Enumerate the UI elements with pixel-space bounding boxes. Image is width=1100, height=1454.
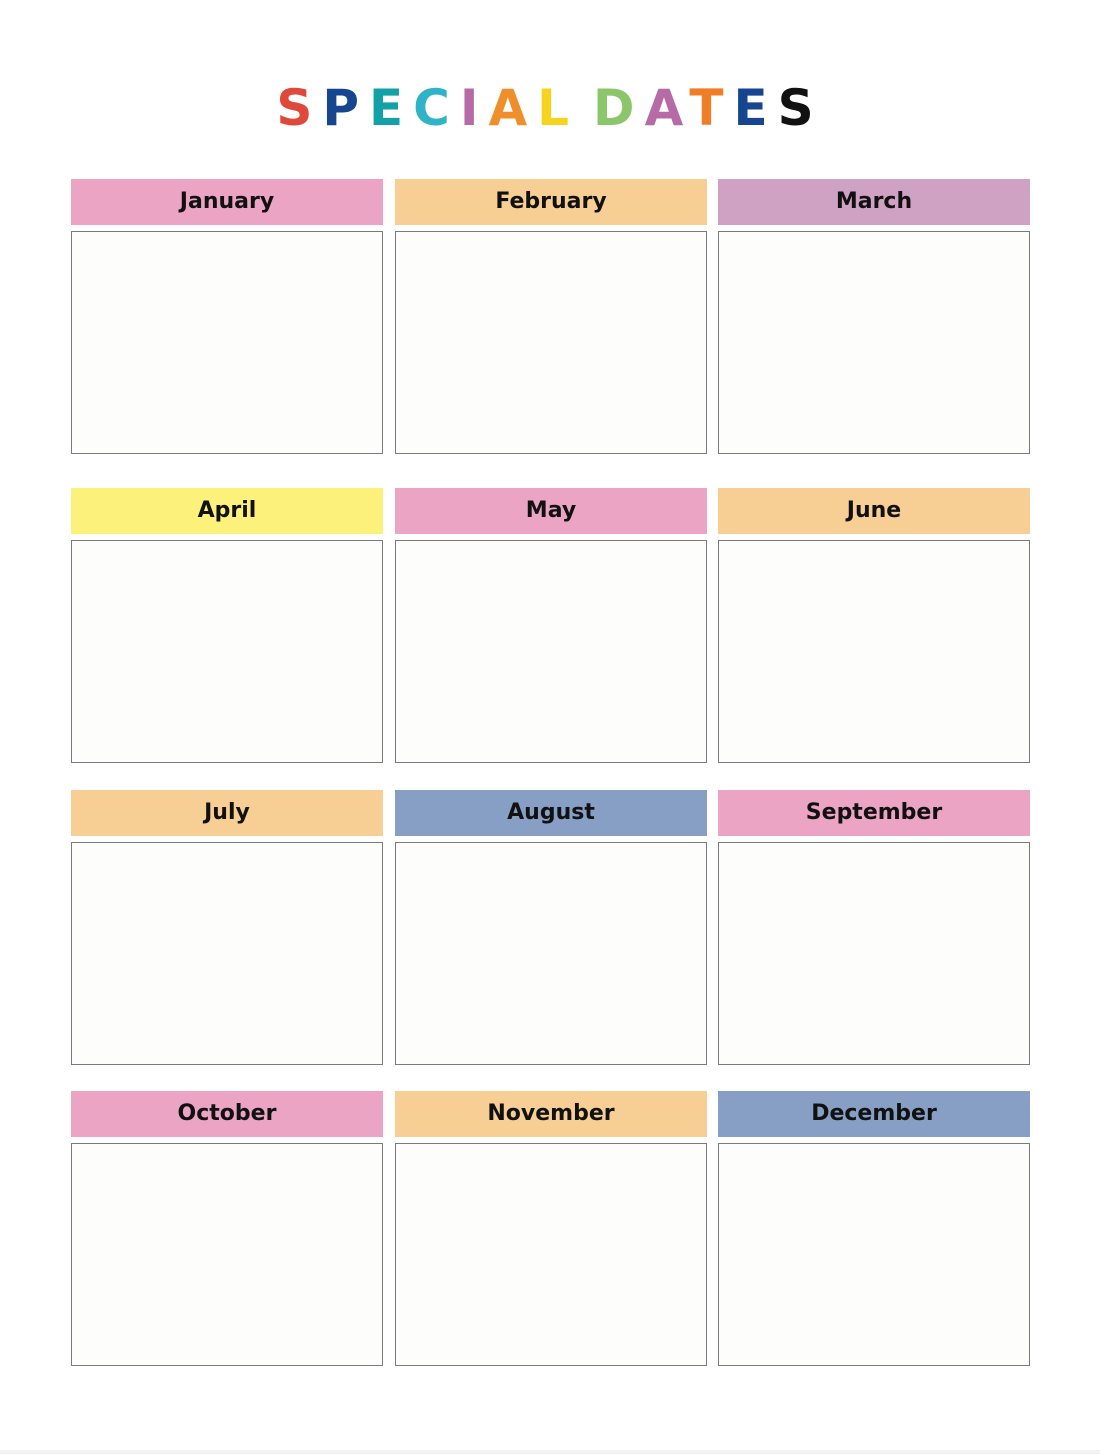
month-card-march: [718, 179, 1030, 225]
month-notes-box-august[interactable]: [395, 842, 707, 1065]
month-header-september: September: [718, 790, 1030, 836]
month-card-july: [71, 790, 383, 836]
page-title: [0, 78, 1100, 138]
title-letter: L: [537, 79, 580, 137]
month-header-february: February: [395, 179, 707, 225]
page-bottom-edge: [0, 1450, 1100, 1454]
month-notes-box-december[interactable]: [718, 1143, 1030, 1366]
month-card-may: [395, 488, 707, 534]
month-notes-box-october[interactable]: [71, 1143, 383, 1366]
month-notes-box-june[interactable]: [718, 540, 1030, 763]
title-letter: T: [689, 79, 734, 137]
month-notes-box-march[interactable]: [718, 231, 1030, 454]
title-letter: S: [276, 79, 323, 137]
month-card-august: [395, 790, 707, 836]
month-header-april: April: [71, 488, 383, 534]
month-header-january: January: [71, 179, 383, 225]
month-card-april: [71, 488, 383, 534]
month-card-december: [718, 1091, 1030, 1137]
month-notes-box-may[interactable]: [395, 540, 707, 763]
month-card-june: [718, 488, 1030, 534]
title-letter: A: [644, 79, 690, 137]
title-letter: S: [777, 79, 824, 137]
month-card-january: [71, 179, 383, 225]
month-notes-box-november[interactable]: [395, 1143, 707, 1366]
month-notes-box-february[interactable]: [395, 231, 707, 454]
title-letter: C: [413, 79, 460, 137]
month-notes-box-april[interactable]: [71, 540, 383, 763]
month-card-february: [395, 179, 707, 225]
month-header-july: July: [71, 790, 383, 836]
title-letter: E: [733, 79, 778, 137]
month-card-october: [71, 1091, 383, 1137]
month-card-november: [395, 1091, 707, 1137]
title-letter: E: [369, 79, 414, 137]
month-notes-box-july[interactable]: [71, 842, 383, 1065]
title-letter: P: [322, 79, 369, 137]
month-header-march: March: [718, 179, 1030, 225]
title-letter: A: [488, 79, 538, 137]
month-notes-box-january[interactable]: [71, 231, 383, 454]
month-header-november: November: [395, 1091, 707, 1137]
month-header-august: August: [395, 790, 707, 836]
month-header-december: December: [718, 1091, 1030, 1137]
month-notes-box-september[interactable]: [718, 842, 1030, 1065]
title-letter: I: [459, 79, 489, 137]
month-header-june: June: [718, 488, 1030, 534]
title-letter: D: [593, 79, 645, 137]
month-header-may: May: [395, 488, 707, 534]
month-card-september: [718, 790, 1030, 836]
month-header-october: October: [71, 1091, 383, 1137]
